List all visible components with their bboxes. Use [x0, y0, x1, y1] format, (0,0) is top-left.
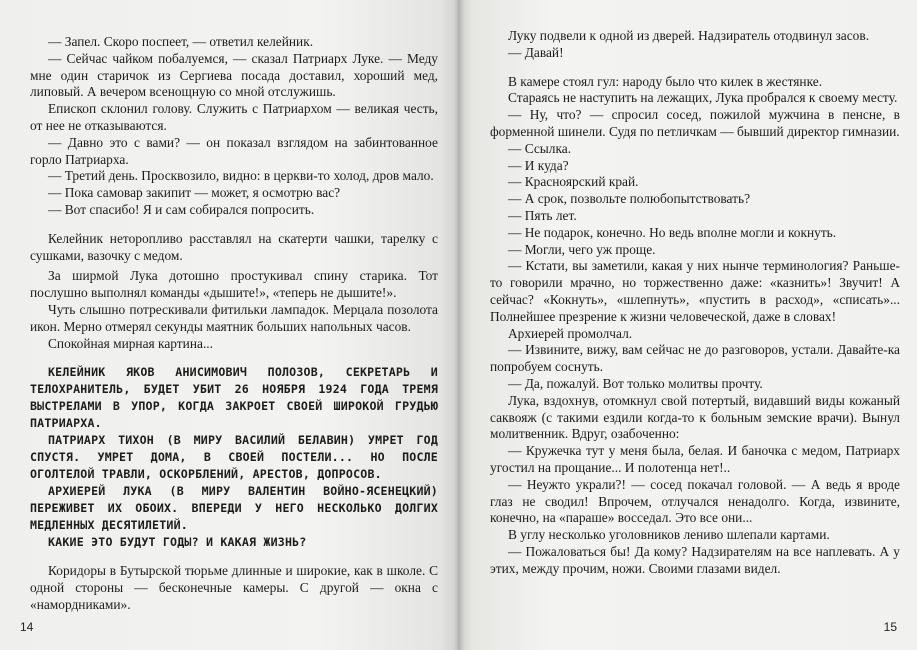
paragraph: Луку подвели к одной из дверей. Надзиратель отодвинул засов. — [508, 28, 870, 43]
page-number: 14 — [20, 620, 34, 634]
paragraph: В углу несколько уголовников лениво шлепали картами. — [508, 527, 830, 543]
paragraph: — Вот спасибо! Я и сам собирался попросить. — [48, 201, 315, 217]
bold-paragraph: КАКИЕ ЭТО БУДУТ ГОДЫ? И КАКАЯ ЖИЗНЬ? — [48, 535, 307, 550]
paragraph: — Давно это с вами? — он показал взглядом на забинтованное горло Патриарха. — [30, 134, 438, 167]
paragraph: — Давай! — [508, 44, 564, 60]
paragraph: — А срок, позвольте полюбопытствовать? — [508, 191, 751, 207]
paragraph: — Красноярский край. — [508, 174, 639, 190]
paragraph: — Кружечка тут у меня была, белая. И баночка с медом, Патриарх угостил на прощание... И полотенца нет!.. — [490, 443, 900, 475]
paragraph: Коридоры в Бутырской тюрьме длинные и широкие, как в школе. С одной стороны — бесконечные камеры. С другой — окна с «намордниками». — [30, 563, 438, 612]
right-page-text — [490, 28, 900, 578]
paragraph: Епископ склонил голову. Служить с Патриархом — великая честь, от нее не отказываются. — [30, 101, 438, 133]
paragraph: — Ну, что? — спросил сосед, пожилой мужчина в пенсне, в форменной шинели. Судя по петличкам — бывший директор гимназии. — [490, 107, 900, 139]
paragraph: Келейник неторопливо расставлял на скатерти чашки, тарелку с сушками, вазочку с медом. — [30, 230, 438, 263]
paragraph: Архиерей промолчал. — [508, 325, 633, 341]
bold-paragraph: АРХИЕРЕЙ ЛУКА (В МИРУ ВАЛЕНТИН ВОЙНО-ЯСЕНЕЦКИЙ) ПЕРЕЖИВЕТ ИХ ОБОИХ. ВПЕРЕДИ У НЕГО НЕСКОЛЬКО ДОЛГИХ МЕДЛЕННЫХ ДЕСЯТИЛЕТИЙ. — [30, 484, 438, 533]
left-page-text — [30, 34, 438, 614]
page-number: 15 — [883, 620, 897, 634]
paragraph: — Неужто украли?! — сосед покачал головой. — А ведь я вроде глаз не сводил! Впрочем, отлучался ненадолго. Когда, извините, конечно, на «параше» восседал. Это все они... — [490, 476, 900, 526]
bold-epilogue-block — [30, 364, 438, 551]
paragraph: — И куда? — [508, 157, 569, 173]
book-gutter — [454, 0, 464, 650]
paragraph: Стараясь не наступить на лежащих, Лука пробрался к своему месту. — [508, 90, 898, 106]
paragraph: За ширмой Лука дотошно простукивал спину старика. Тот послушно выполнял команды «дышите!», «теперь не дышите!». — [30, 268, 438, 301]
paragraph: — Запел. Скоро поспеет, — ответил келейник. — [48, 34, 314, 49]
paragraph: — Третий день. Просквозило, видно: в церкви-то холод, дров мало. — [48, 168, 434, 184]
paragraph: Лука, вздохнув, отомкнул свой потертый, видавший виды кожаный саквояж (с такими ездили когда-то к больным земские врачи). Вынул молитвенник. Вдруг, озабоченно: — [490, 392, 900, 442]
paragraph: — Ссылка. — [508, 140, 572, 156]
paragraph: Спокойная мирная картина... — [48, 335, 213, 351]
paragraph: — Сейчас чайком побалуемся, — сказал Патриарх Луке. — Меду мне один старичок из Сергиева посада доставил, хороший мед, липовый. А вечером всенощную со мной отслужишь. — [30, 50, 438, 100]
paragraph: — Кстати, вы заметили, какая у них нынче терминология? Раньше-то говорили мрачно, но торжественно даже: «казнить»! Звучит! А сейчас? «Кокнуть», «шлепнуть», «пустить в расход», «списать»... Полнейшее презрение к жизни человеческой, даже в словах! — [490, 258, 900, 324]
right-page — [458, 0, 917, 650]
bold-paragraph: КЕЛЕЙНИК ЯКОВ АНИСИМОВИЧ ПОЛОЗОВ, СЕКРЕТАРЬ И ТЕЛОХРАНИТЕЛЬ, БУДЕТ УБИТ 26 НОЯБРЯ 1924 ГОДА ТРЕМЯ ВЫСТРЕЛАМИ В УПОР, КОГДА ЗАКРОЕТ СВОЕЙ ШИРОКОЙ ГРУДЬЮ ПАТРИАРХА. — [30, 365, 438, 431]
paragraph: — Пожаловаться бы! Да кому? Надзирателям на все наплевать. А у этих, между прочим, ножи. Своими глазами видел. — [490, 543, 900, 576]
paragraph: — Пока самовар закипит — может, я осмотрю вас? — [48, 185, 341, 201]
paragraph: — Извините, вижу, вам сейчас не до разговоров, устали. Давайте-ка попробуем соснуть. — [490, 342, 900, 375]
left-page — [0, 0, 458, 650]
bold-paragraph: ПАТРИАРХ ТИХОН (В МИРУ ВАСИЛИЙ БЕЛАВИН) УМРЕТ ГОД СПУСТЯ. УМРЕТ ДОМА, В СВОЕЙ ПОСТЕЛИ... НО ПОСЛЕ ОГОЛТЕЛОЙ ТРАВЛИ, ОСКОРБЛЕНИЙ, АРЕСТОВ, ДОПРОСОВ. — [30, 433, 438, 482]
paragraph: — Могли, чего уж проще. — [508, 241, 656, 257]
paragraph: В камере стоял гул: народу было что килек в жестянке. — [508, 73, 823, 89]
paragraph: — Не подарок, конечно. Но ведь вполне могли и кокнуть. — [508, 224, 837, 240]
paragraph: — Да, пожалуй. Вот только молитвы прочту. — [508, 375, 763, 391]
paragraph: Чуть слышно потрескивали фитильки лампадок. Мерцала позолота икон. Мерно отмерял секунды маятник больших напольных часов. — [30, 301, 438, 334]
paragraph: — Пять лет. — [508, 207, 577, 223]
